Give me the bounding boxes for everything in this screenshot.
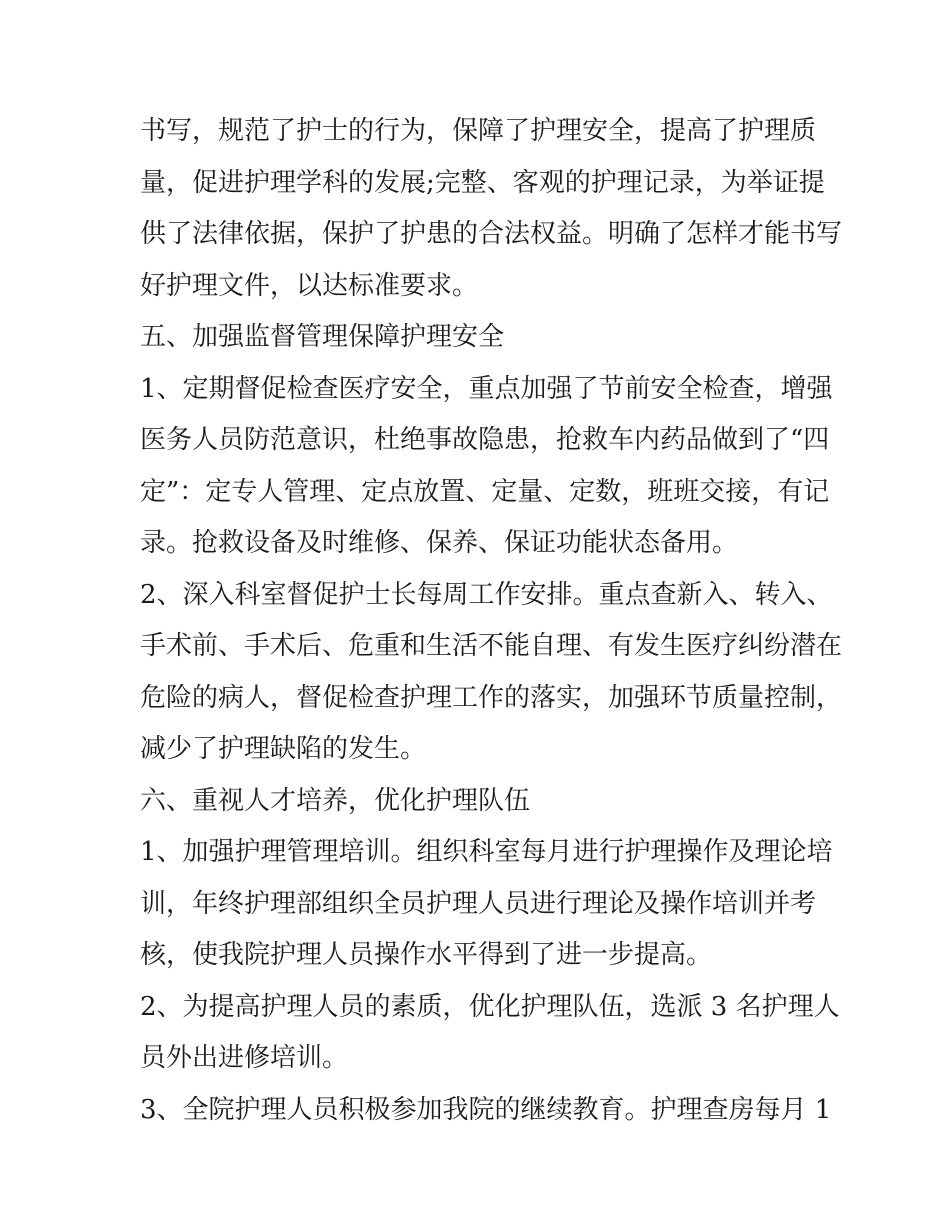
- text-line: 录。抢救设备及时维修、保养、保证功能状态备用。: [140, 528, 739, 558]
- text-line: 危险的病人，督促检查护理工作的落实，加强环节质量控制，: [140, 682, 843, 713]
- text-line: 书写，规范了护士的行为，保障了护理安全，提高了护理质: [140, 116, 817, 146]
- text-line: 1、定期督促检查医疗安全，重点加强了节前安全检查，增强: [140, 373, 833, 404]
- text-line: 员外出进修培训。: [140, 1043, 349, 1073]
- text-line: 训，年终护理部组织全员护理人员进行理论及操作培训并考: [140, 888, 817, 919]
- text-line: 减少了护理缺陷的发生。: [140, 734, 427, 764]
- text-line: 好护理文件，以达标准要求。: [140, 270, 479, 301]
- text-line: 量，促进护理学科的发展;完整、客观的护理记录，为举证提: [140, 167, 825, 198]
- text-line: 1、加强护理管理培训。组织科室每月进行护理操作及理论培: [140, 837, 833, 867]
- text-line: 2、深入科室督促护士长每周工作安排。重点查新入、转入、: [140, 579, 833, 610]
- section-heading: 五、加强监督管理保障护理安全: [140, 322, 505, 352]
- text-line: 定”：定专人管理、定点放置、定量、定数，班班交接，有记: [140, 476, 830, 507]
- document-body: [140, 106, 843, 1136]
- text-line: 核，使我院护理人员操作水平得到了进一步提高。: [140, 940, 713, 970]
- text-line: 供了法律依据，保护了护患的合法权益。明确了怎样才能书写: [140, 219, 843, 249]
- text-line: 医务人员防范意识，杜绝事故隐患，抢救车内药品做到了“四: [140, 425, 830, 455]
- text-line: 3、全院护理人员积极参加我院的继续教育。护理查房每月 1: [140, 1094, 832, 1125]
- text-line: 手术前、手术后、危重和生活不能自理、有发生医疗纠纷潜在: [140, 631, 843, 661]
- section-heading: 六、重视人才培养，优化护理队伍: [140, 785, 531, 816]
- text-line: 2、为提高护理人员的素质，优化护理队伍，选派 3 名护理人: [140, 991, 840, 1022]
